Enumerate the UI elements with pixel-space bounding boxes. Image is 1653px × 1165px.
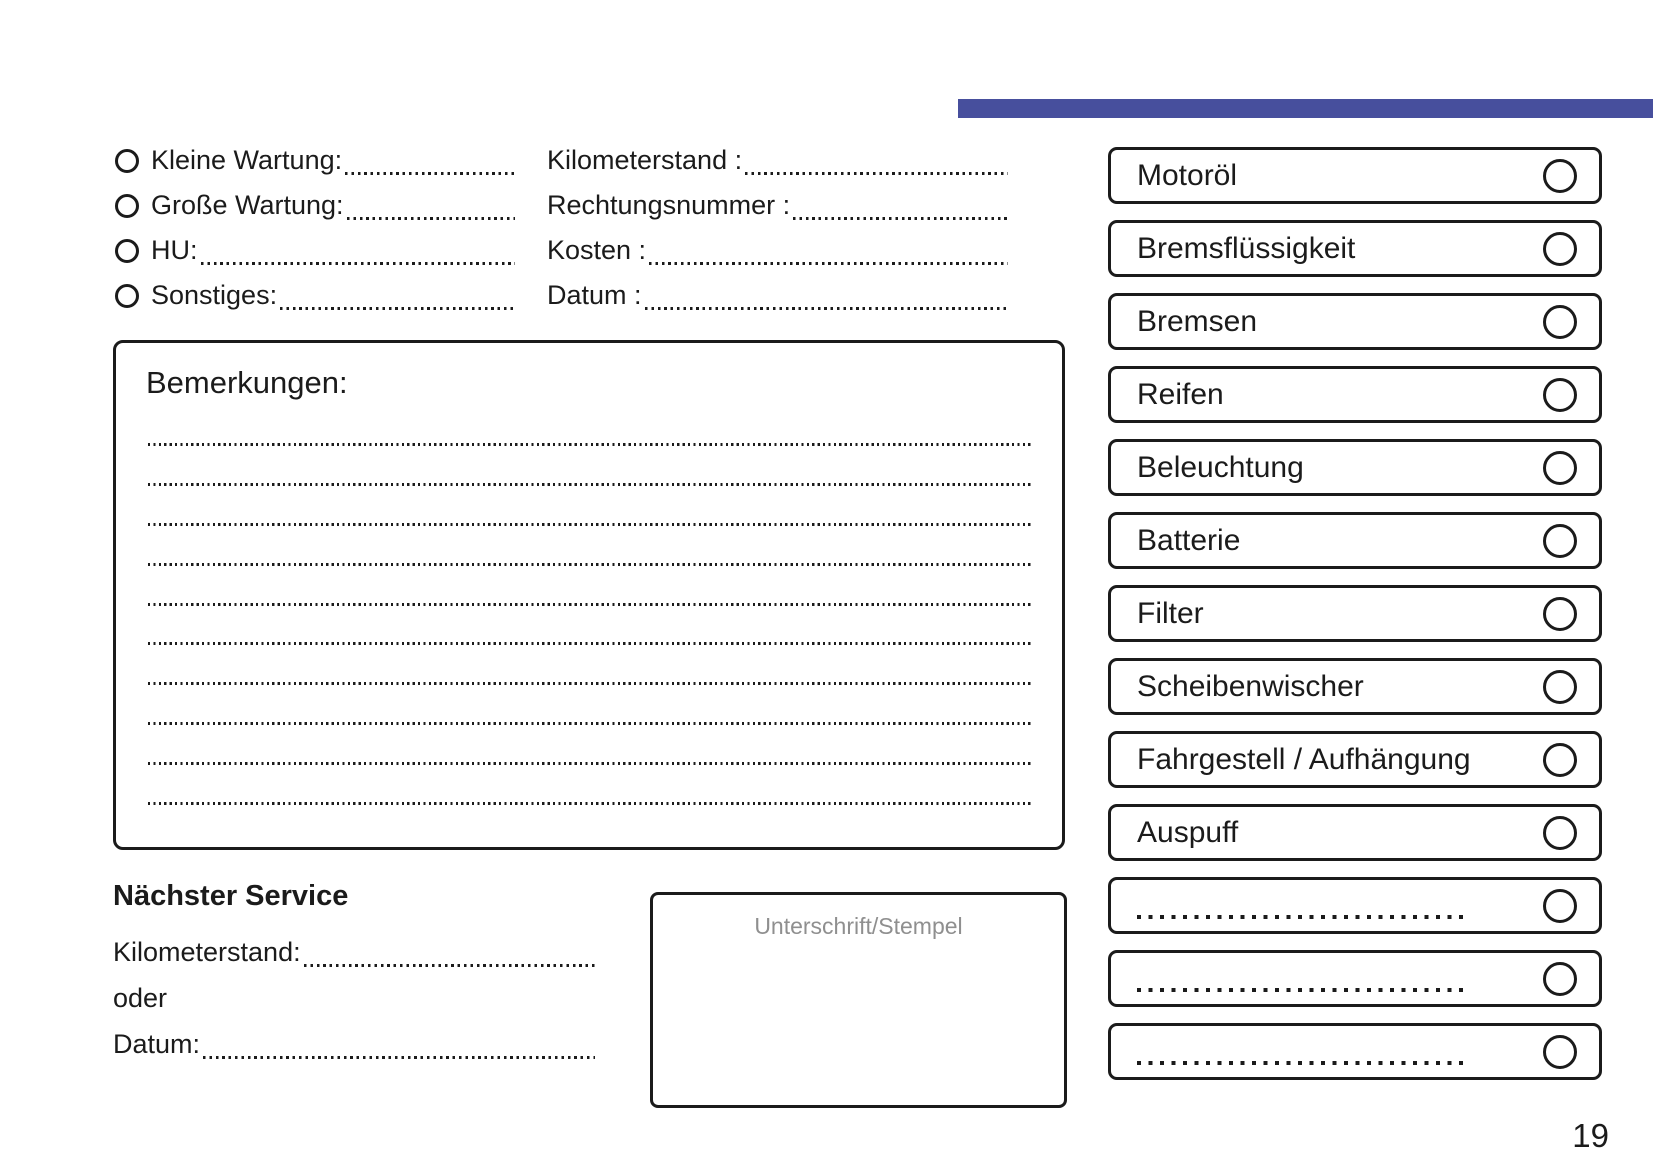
checklist-item-blank-1 xyxy=(1108,877,1602,934)
fill-in-line-rechtungsnummer[interactable] xyxy=(793,217,1008,220)
signature-stamp-label: Unterschrift/Stempel xyxy=(754,913,963,939)
next-service-row-oder xyxy=(113,975,595,1021)
header-accent-bar xyxy=(958,99,1653,118)
service-type-label: Sonstiges: xyxy=(151,280,278,310)
radio-sonstiges[interactable] xyxy=(115,284,139,308)
checklist-item-bremsfluessigkeit xyxy=(1108,220,1602,277)
next-service-row-kilometerstand xyxy=(113,929,595,975)
radio-kleine-wartung[interactable] xyxy=(115,149,139,173)
fill-in-line-kosten[interactable] xyxy=(649,262,1008,265)
check-circle[interactable] xyxy=(1543,597,1577,631)
service-type-label: Große Wartung: xyxy=(151,190,344,220)
checklist-label: Fahrgestell / Aufhängung xyxy=(1137,742,1471,776)
remarks-line[interactable] xyxy=(148,523,1032,526)
service-type-row-kleine-wartung xyxy=(115,138,515,183)
fill-in-line-next-datum[interactable] xyxy=(203,1056,595,1059)
page-number: 19 xyxy=(1572,1117,1609,1154)
checklist-item-blank-2 xyxy=(1108,950,1602,1007)
fill-in-line-blank-3[interactable] xyxy=(1137,1061,1467,1065)
field-row-kosten xyxy=(547,228,1008,273)
remarks-lines xyxy=(148,443,1032,805)
service-type-label: HU: xyxy=(151,235,198,265)
remarks-line[interactable] xyxy=(148,682,1032,685)
checklist-item-auspuff xyxy=(1108,804,1602,861)
next-service-row-datum xyxy=(113,1021,595,1067)
check-circle[interactable] xyxy=(1543,670,1577,704)
checklist-label: Filter xyxy=(1137,596,1204,630)
checklist-label: Bremsflüssigkeit xyxy=(1137,231,1356,265)
checklist-label: Scheibenwischer xyxy=(1137,669,1364,703)
remarks-line[interactable] xyxy=(148,762,1032,765)
next-service-label-oder: oder xyxy=(113,982,168,1013)
fill-in-line-next-kilometerstand[interactable] xyxy=(304,964,595,967)
checklist-item-blank-3 xyxy=(1108,1023,1602,1080)
service-type-list xyxy=(115,138,515,318)
service-type-row-grosse-wartung xyxy=(115,183,515,228)
field-row-datum xyxy=(547,273,1008,318)
next-service-label-kilometerstand: Kilometerstand: xyxy=(113,936,301,967)
check-circle[interactable] xyxy=(1543,816,1577,850)
check-circle[interactable] xyxy=(1543,451,1577,485)
checklist-item-filter xyxy=(1108,585,1602,642)
check-circle[interactable] xyxy=(1543,378,1577,412)
checklist-label: Auspuff xyxy=(1137,815,1239,849)
remarks-line[interactable] xyxy=(148,802,1032,805)
remarks-title: Bemerkungen: xyxy=(146,365,348,400)
fill-in-line-sonstiges[interactable] xyxy=(280,307,515,310)
checklist-label: Motoröl xyxy=(1137,158,1238,192)
remarks-line[interactable] xyxy=(148,563,1032,566)
signature-stamp-box[interactable] xyxy=(650,892,1067,1108)
remarks-line[interactable] xyxy=(148,603,1032,606)
service-type-label: Kleine Wartung: xyxy=(151,145,343,175)
fill-in-line-grosse-wartung[interactable] xyxy=(347,217,515,220)
field-label-rechtungsnummer: Rechtungsnummer : xyxy=(547,190,791,220)
fill-in-line-blank-1[interactable] xyxy=(1137,915,1467,919)
checklist-label: Reifen xyxy=(1137,377,1224,411)
field-row-kilometerstand xyxy=(547,138,1008,183)
field-label-kilometerstand: Kilometerstand : xyxy=(547,145,743,175)
remarks-line[interactable] xyxy=(148,483,1032,486)
check-circle[interactable] xyxy=(1543,232,1577,266)
radio-grosse-wartung[interactable] xyxy=(115,194,139,218)
checklist-item-scheibenwischer xyxy=(1108,658,1602,715)
fill-in-line-kilometerstand[interactable] xyxy=(745,172,1008,175)
check-circle[interactable] xyxy=(1543,305,1577,339)
checklist-item-beleuchtung xyxy=(1108,439,1602,496)
field-label-kosten: Kosten : xyxy=(547,235,647,265)
fill-in-line-blank-2[interactable] xyxy=(1137,988,1467,992)
next-service-label-datum: Datum: xyxy=(113,1028,201,1059)
fill-in-line-datum[interactable] xyxy=(645,307,1008,310)
checklist-item-motoroel xyxy=(1108,147,1602,204)
remarks-line[interactable] xyxy=(148,443,1032,446)
check-circle[interactable] xyxy=(1543,159,1577,193)
field-row-rechtungsnummer xyxy=(547,183,1008,228)
checklist-item-reifen xyxy=(1108,366,1602,423)
checklist-item-fahrgestell-aufhaengung xyxy=(1108,731,1602,788)
checklist-label: Bremsen xyxy=(1137,304,1258,338)
field-label-datum: Datum : xyxy=(547,280,642,310)
checklist-label: Beleuchtung xyxy=(1137,450,1304,484)
fill-in-line-kleine-wartung[interactable] xyxy=(345,172,515,175)
remarks-line[interactable] xyxy=(148,722,1032,725)
checklist-label: Batterie xyxy=(1137,523,1241,557)
checklist-item-batterie xyxy=(1108,512,1602,569)
check-circle[interactable] xyxy=(1543,962,1577,996)
next-service-section xyxy=(113,880,595,1067)
radio-hu[interactable] xyxy=(115,239,139,263)
service-type-row-hu xyxy=(115,228,515,273)
fill-in-line-hu[interactable] xyxy=(201,262,516,265)
check-circle[interactable] xyxy=(1543,743,1577,777)
check-circle[interactable] xyxy=(1543,1035,1577,1069)
remarks-line[interactable] xyxy=(148,642,1032,645)
check-circle[interactable] xyxy=(1543,889,1577,923)
service-type-row-sonstiges xyxy=(115,273,515,318)
check-circle[interactable] xyxy=(1543,524,1577,558)
next-service-title: Nächster Service xyxy=(113,880,349,912)
invoice-field-list xyxy=(547,138,1008,318)
checklist-item-bremsen xyxy=(1108,293,1602,350)
checklist-column xyxy=(1108,147,1602,1096)
remarks-box xyxy=(113,340,1065,850)
